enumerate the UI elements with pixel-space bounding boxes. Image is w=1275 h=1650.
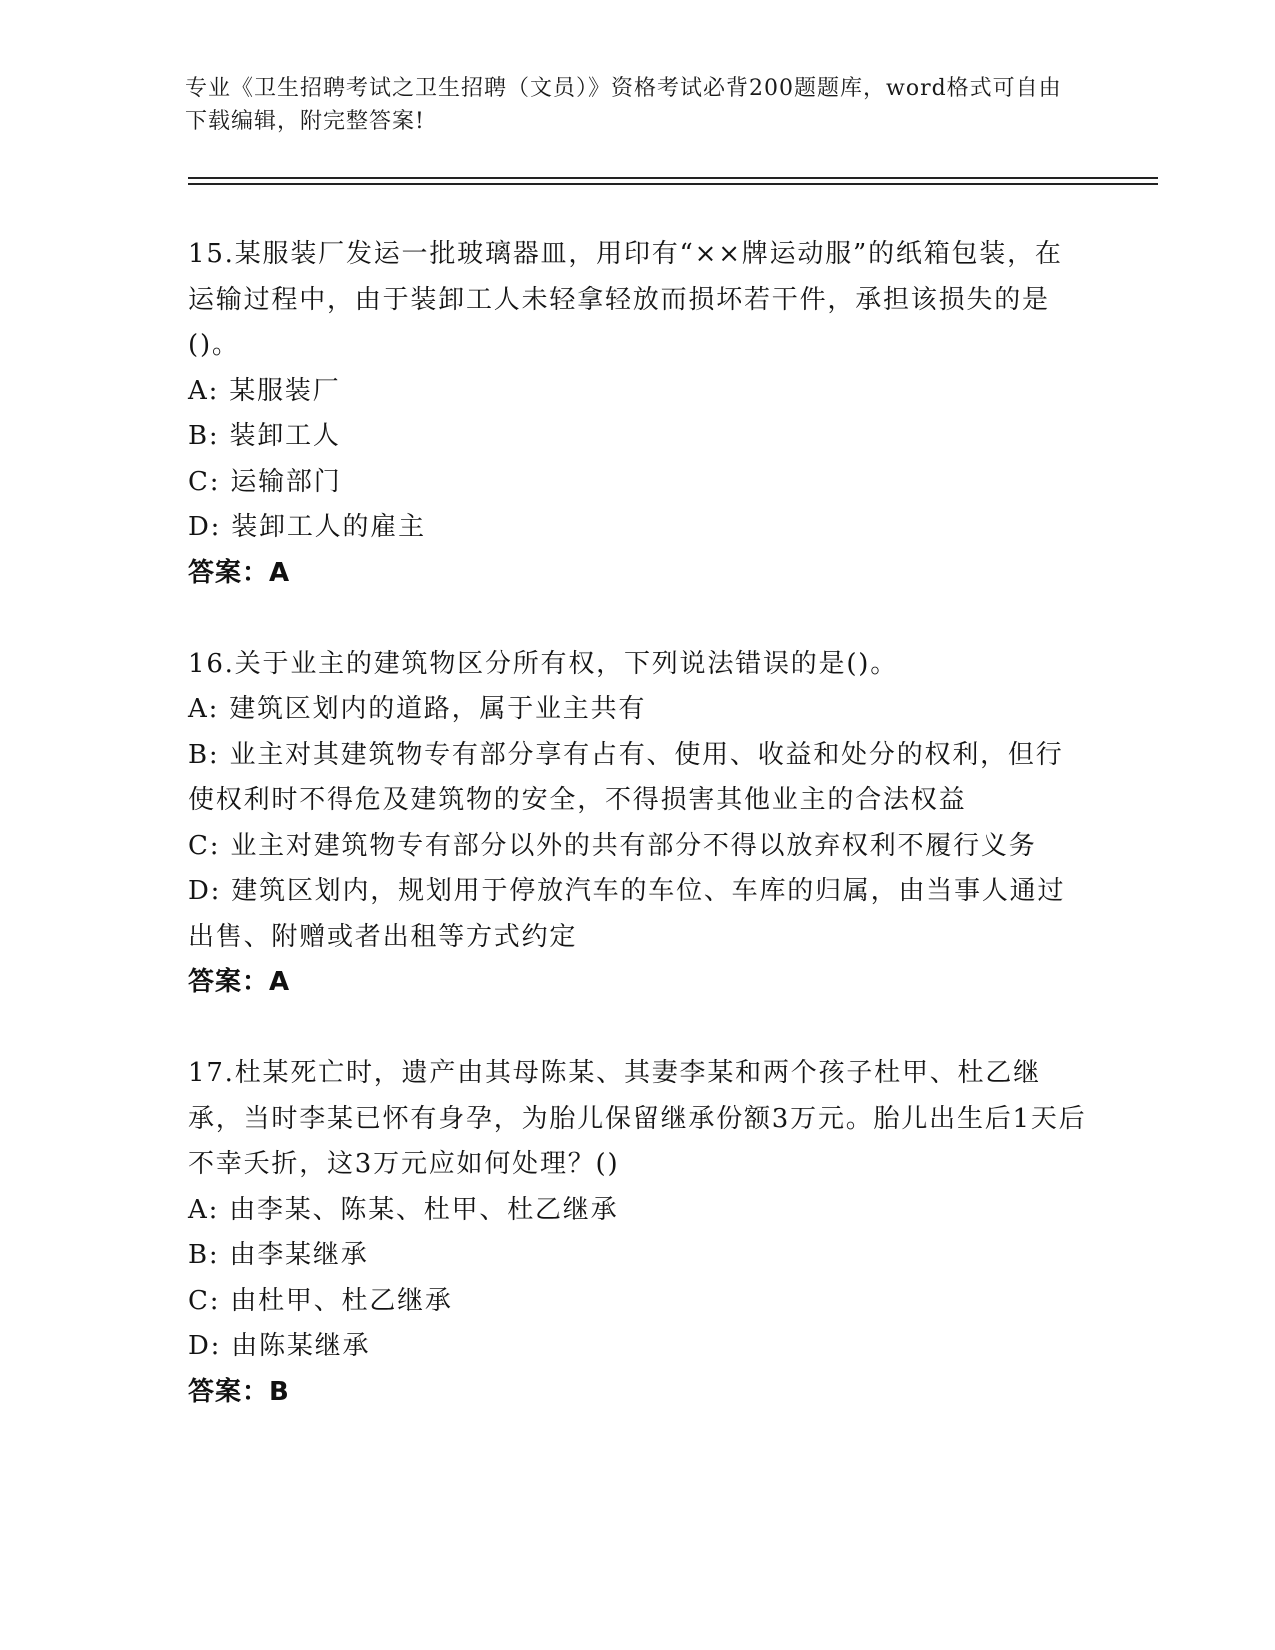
header-divider-top — [188, 177, 1158, 179]
option-b: B: 装卸工人 — [188, 421, 341, 451]
question-16 — [188, 642, 1088, 1006]
question-17 — [188, 1051, 1088, 1415]
question-spacer — [188, 1006, 1088, 1052]
header-divider-bottom — [188, 183, 1158, 185]
option-a: A: 建筑区划内的道路，属于业主共有 — [188, 694, 647, 724]
question-15 — [188, 232, 1088, 596]
option-a: A: 某服装厂 — [188, 375, 341, 406]
question-stem: 17.杜某死亡时，遗产由其母陈某、其妻李某和两个孩子杜甲、杜乙继承，当时李某已怀有身孕，为胎儿保留继承份额3万元。胎儿出生后1天后不幸夭折，这3万元应如何处理？() — [188, 1058, 1087, 1179]
option-d: D: 由陈某继承 — [188, 1331, 371, 1361]
option-a: A: 由李某、陈某、杜甲、杜乙继承 — [188, 1194, 619, 1225]
question-answer: 答案：A — [188, 967, 291, 997]
option-b: B: 由李某继承 — [188, 1240, 369, 1270]
option-b: B: 业主对其建筑物专有部分享有占有、使用、收益和处分的权利，但行使权利时不得危及建筑物的安全，不得损害其他业主的合法权益 — [188, 739, 1064, 815]
question-stem: 15.某服装厂发运一批玻璃器皿，用印有“××牌运动服”的纸箱包装，在运输过程中，由于装卸工人未轻拿轻放而损坏若干件，承担该损失的是()。 — [188, 239, 1063, 360]
question-stem: 16.关于业主的建筑物区分所有权，下列说法错误的是()。 — [188, 648, 899, 679]
document-header: 专业《卫生招聘考试之卫生招聘（文员）》资格考试必背200题题库，word格式可自由下载编辑，附完整答案! — [185, 76, 1062, 134]
option-d: D: 装卸工人的雇主 — [188, 512, 426, 542]
option-d: D: 建筑区划内，规划用于停放汽车的车位、车库的归属，由当事人通过出售、附赠或者出租等方式约定 — [188, 876, 1066, 952]
option-c: C: 由杜甲、杜乙继承 — [188, 1285, 453, 1316]
question-list — [188, 232, 1088, 1415]
option-c: C: 业主对建筑物专有部分以外的共有部分不得以放弃权利不履行义务 — [188, 830, 1037, 861]
question-answer: 答案：B — [188, 1376, 290, 1407]
question-spacer — [188, 596, 1088, 642]
option-c: C: 运输部门 — [188, 466, 342, 497]
question-answer: 答案：A — [188, 557, 291, 588]
